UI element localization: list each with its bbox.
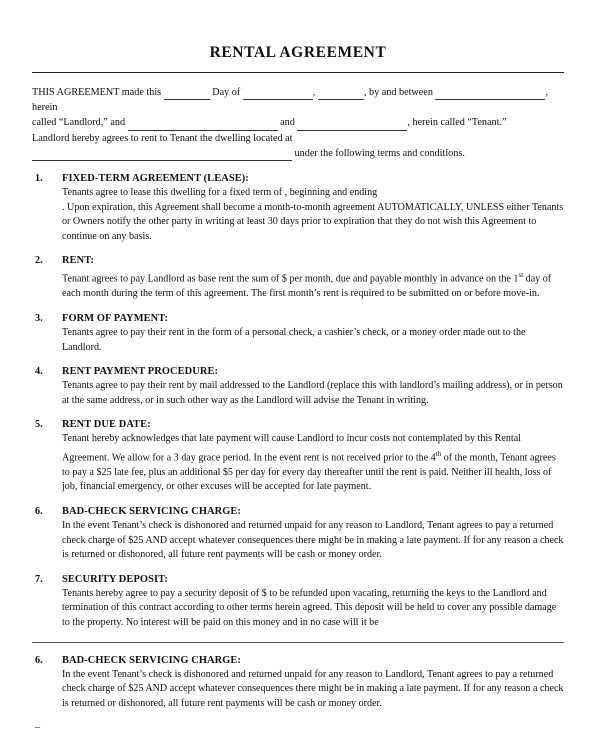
clause-4-text	[62, 379, 564, 408]
clause-3-text: Tenants agree to pay their rent in the form of a personal check, a cashier’s check, or a money order made out to the Landlord.	[62, 326, 526, 353]
blank-year[interactable]	[318, 89, 364, 100]
clause-1-heading: FIXED-TERM AGREEMENT (LEASE):	[62, 173, 249, 185]
clause-2-superscript: st	[518, 271, 524, 280]
clause-4-text-a: Tenants agree to pay their rent by mail addressed to the Landlord (replace this with landlord’s mailing address)	[62, 380, 510, 392]
clause-5-text-b: of the month, Tenant agrees to pay a $25 late fee, plus an additional $5 per day for every day thereafter until the rent is paid. Neither ill health, loss of job, financial emergency, or other excuses will be accepted for late payment.	[62, 452, 556, 493]
intro-line1-c: ,	[312, 87, 318, 98]
clause-1	[32, 173, 564, 244]
intro-line3-a: Landlord hereby agrees to rent to Tenant the dwelling located at	[32, 132, 293, 144]
agreement-intro	[32, 85, 564, 161]
clause-7-text	[62, 587, 564, 631]
clause-1-text-d: . Upon expiration, this Agreement shall become a month-to-month agreement AUTOMATICALLY, UNLESS either Tenants or Owners notify the other party in writing at least 30 days prior to expiration that they do not wish this Agreement to continue on any basis.	[62, 201, 564, 242]
clause-1-number: 1.	[35, 173, 43, 185]
blank-tenant-one[interactable]	[128, 120, 278, 131]
clause-6-text: In the event Tenant’s check is dishonored and returned unpaid for any reason to Landlord, Tenant agrees to pay a returned check charge of $25 AND accept whatever consequences there might be in making a late payment. If for any reason a check is returned or dishonored, all future rent payments will be cash or money order.	[62, 520, 564, 561]
blank-day[interactable]	[164, 89, 210, 100]
blank-tenant-two[interactable]	[297, 120, 407, 131]
clause-5-text	[62, 432, 564, 495]
clause-4-number: 4.	[35, 366, 43, 378]
page-title: RENTAL AGREEMENT	[209, 44, 387, 61]
clause-6-heading: BAD-CHECK SERVICING CHARGE:	[62, 506, 241, 518]
clause-5	[32, 419, 564, 495]
clause-2-heading: RENT:	[62, 255, 95, 267]
clause-4-heading: RENT PAYMENT PROCEDURE:	[62, 366, 219, 378]
title-divider	[32, 72, 564, 73]
clause-2-text-b: per month, due and payable monthly in advance on the 1	[286, 273, 519, 285]
clause-6-repeat-text: In the event Tenant’s check is dishonored and returned unpaid for any reason to Landlord, Tenant agrees to pay a returned check charge of $25 AND accept whatever consequences there might be in making a late payment. If for any reason a check is returned or dishonored, all future rent payments will be cash or money order.	[62, 668, 564, 709]
clause-2-text-a: Tenant agrees to pay Landlord as base rent the sum of $	[62, 273, 287, 285]
intro-line4-a: under the following terms and conditions.	[292, 147, 465, 159]
clause-5-superscript: th	[435, 449, 442, 458]
clause-3-number: 3.	[35, 312, 43, 324]
intro-line1-a: THIS AGREEMENT made this	[32, 87, 164, 98]
clause-6-number: 6.	[35, 506, 43, 518]
clause-1-text	[62, 186, 564, 244]
intro-line1-b: Day of	[209, 87, 243, 98]
page-break-divider	[32, 642, 564, 643]
intro-line2-a: called “Landlord,” and	[32, 117, 128, 129]
clause-3-heading: FORM OF PAYMENT:	[62, 312, 169, 324]
clause-4-text-b: , or in person at the same address, or in such other way as the Landlord will advise the Tenant in writing.	[62, 380, 563, 406]
clause-2-text-c: day of each month during the term of this agreement. The first month’s rent is required to be submitted on or before move-in.	[62, 273, 552, 300]
clause-2-text	[62, 268, 564, 302]
intro-line1-d: , by and between	[363, 87, 436, 98]
intro-line1-e: , herein	[32, 87, 549, 114]
blank-month[interactable]	[243, 89, 313, 100]
clause-7-text-a: Tenants hereby agree to pay a security deposit of $	[62, 587, 267, 599]
clause-1-text-a: Tenants agree to lease this dwelling for a fixed term of	[62, 187, 285, 199]
intro-line2-c: , herein called “Tenant.”	[407, 117, 507, 129]
clause-2-number: 2.	[35, 255, 43, 267]
clause-6-repeat-number: 6.	[35, 654, 43, 666]
blank-party-one[interactable]	[435, 89, 545, 100]
clause-6-repeat-heading: BAD-CHECK SERVICING CHARGE:	[62, 654, 241, 666]
clause-7	[32, 574, 564, 631]
clause-7-text-b: to be refunded upon vacating, returning the keys to the Landlord and termination of this contract according to other terms herein agreed. This deposit will be held to cover any possible damage to the property. No interest will be paid on this money and in no case will it be	[62, 587, 557, 629]
clause-1-text-b: , beginning	[284, 187, 333, 199]
footer-mark: –	[35, 722, 40, 733]
clause-4	[32, 366, 564, 408]
clause-1-text-c: and ending	[332, 187, 378, 199]
clause-5-text-a: Tenant hereby acknowledges that late payment will cause Landlord to incur costs not contemplated by this Rental Agreement. We allow for a 3 day grace period. In the event rent is not received prior to the 4	[62, 433, 521, 464]
clause-5-heading: RENT DUE DATE:	[62, 419, 151, 431]
clause-7-heading: SECURITY DEPOSIT:	[62, 573, 168, 585]
blank-address[interactable]	[32, 150, 292, 161]
clause-3	[32, 313, 564, 355]
clause-5-number: 5.	[35, 419, 43, 431]
clause-7-number: 7.	[35, 573, 43, 585]
clause-6-repeat	[32, 655, 564, 712]
clause-2	[32, 255, 564, 302]
intro-line2-b: and	[277, 117, 298, 129]
clause-6	[32, 506, 564, 563]
